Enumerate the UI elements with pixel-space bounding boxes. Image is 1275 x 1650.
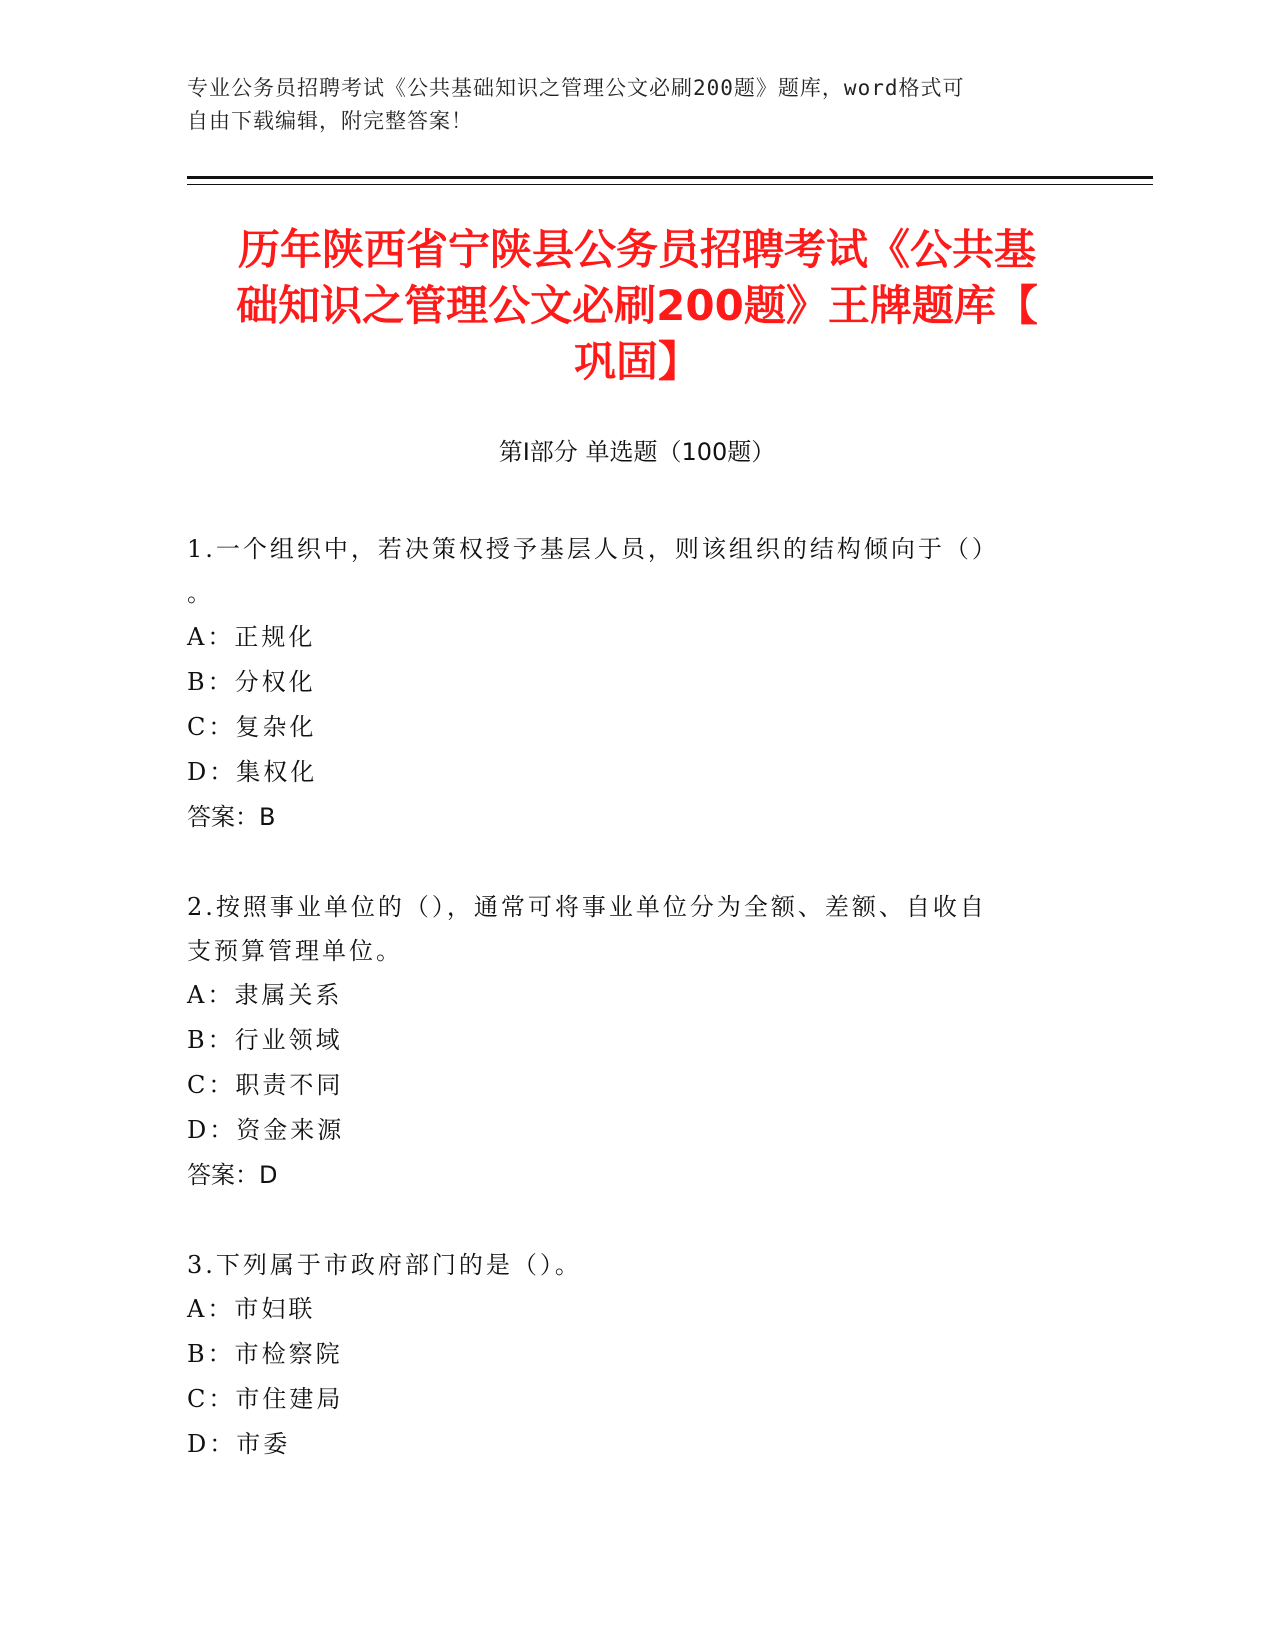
answer: 答案：D bbox=[187, 1161, 278, 1189]
header-line-1: 专业公务员招聘考试《公共基础知识之管理公文必刷200题》题库，word格式可 bbox=[187, 76, 965, 100]
option-b: B：行业领域 bbox=[187, 1026, 343, 1054]
option-a: A：正规化 bbox=[187, 623, 316, 651]
option-c: C：市住建局 bbox=[187, 1385, 344, 1413]
option-a: A：市妇联 bbox=[187, 1295, 316, 1323]
question-stem-continued: 支预算管理单位。 bbox=[187, 937, 403, 965]
question-list bbox=[187, 527, 1087, 1467]
header-divider-thin bbox=[187, 184, 1153, 185]
title-line-1: 历年陕西省宁陕县公务员招聘考试《公共基 bbox=[237, 225, 1036, 274]
question-stem-continued: 。 bbox=[187, 579, 214, 607]
option-d: D：集权化 bbox=[187, 758, 318, 786]
header-divider-thick bbox=[187, 176, 1153, 179]
option-a: A：隶属关系 bbox=[187, 981, 343, 1009]
question-stem: 2.按照事业单位的（），通常可将事业单位分为全额、差额、自收自 bbox=[187, 893, 987, 921]
option-c: C：复杂化 bbox=[187, 713, 317, 741]
option-d: D：资金来源 bbox=[187, 1116, 345, 1144]
question-3 bbox=[187, 1243, 1087, 1467]
option-b: B：分权化 bbox=[187, 668, 316, 696]
question-2 bbox=[187, 885, 1087, 1198]
answer: 答案：B bbox=[187, 803, 276, 831]
document-header bbox=[187, 72, 1087, 138]
question-spacer bbox=[187, 1198, 1087, 1243]
question-spacer bbox=[187, 840, 1087, 885]
question-stem: 1.一个组织中，若决策权授予基层人员，则该组织的结构倾向于（） bbox=[187, 535, 999, 563]
option-c: C：职责不同 bbox=[187, 1071, 344, 1099]
section-title: 第Ⅰ部分 单选题（100题） bbox=[498, 438, 776, 466]
option-b: B：市检察院 bbox=[187, 1340, 343, 1368]
title-line-3: 巩固】 bbox=[573, 337, 700, 386]
header-line-2: 自由下载编辑，附完整答案！ bbox=[187, 109, 473, 133]
question-stem: 3.下列属于市政府部门的是（）。 bbox=[187, 1251, 582, 1279]
title-line-2: 础知识之管理公文必刷200题》王牌题库【 bbox=[236, 281, 1038, 330]
document-title bbox=[187, 222, 1087, 390]
question-1 bbox=[187, 527, 1087, 840]
option-d: D：市委 bbox=[187, 1430, 291, 1458]
